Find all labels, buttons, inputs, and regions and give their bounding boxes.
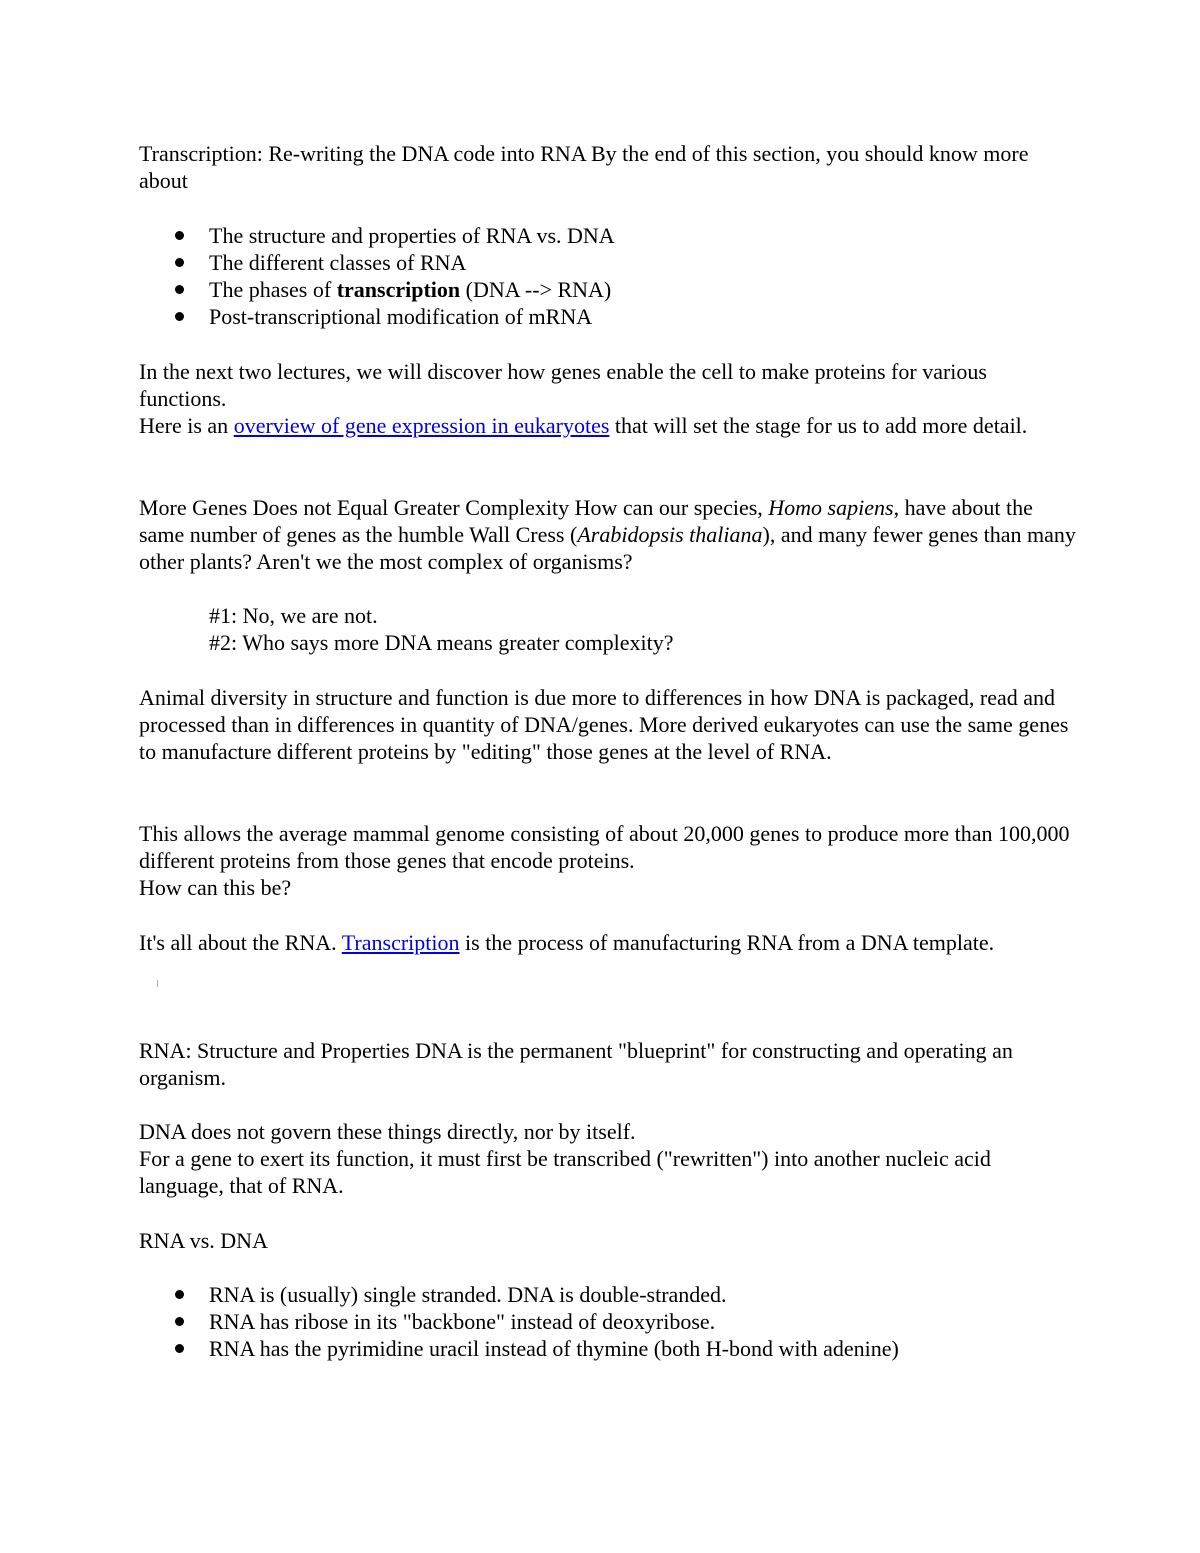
species-name: Homo sapiens	[768, 495, 894, 520]
structure-text: RNA: Structure and Properties DNA is the permanent "blueprint" for constructing and operating an organism.	[139, 1038, 1013, 1090]
list-item-text-before: The phases of	[209, 277, 337, 302]
list-item	[139, 1308, 1079, 1335]
rna-vs-dna-heading	[139, 1227, 1079, 1254]
list-item	[139, 222, 1079, 249]
list-item	[139, 1281, 1079, 1308]
differences-list	[139, 1281, 1079, 1362]
govern-text: DNA does not govern these things directly, nor by itself.	[139, 1119, 636, 1144]
image-placeholder-mark	[157, 980, 158, 987]
next-lectures-text: In the next two lectures, we will discover how genes enable the cell to make proteins for various functions.	[139, 359, 987, 411]
overview-text-after: that will set the stage for us to add more detail.	[609, 413, 1028, 438]
more-genes-text-1: More Genes Does not Equal Greater Complexity How can our species,	[139, 495, 769, 520]
genome-paragraph	[139, 820, 1079, 901]
question-text: How can this be?	[139, 875, 292, 900]
list-item	[139, 249, 1079, 276]
list-item	[139, 276, 1079, 303]
list-item-text-after: (DNA --> RNA)	[460, 277, 612, 302]
list-item	[139, 303, 1079, 330]
more-genes-text-3: ), and many fewer genes than many other plants? Aren't we the most complex of organisms?	[139, 522, 1076, 574]
list-item-text: RNA is (usually) single stranded. DNA is double-stranded.	[209, 1282, 727, 1307]
more-genes-paragraph	[139, 494, 1079, 575]
next-lectures-paragraph	[139, 358, 1079, 439]
bullet-icon	[175, 258, 184, 267]
answers-block	[209, 602, 1079, 656]
animal-diversity-paragraph	[139, 684, 1079, 765]
list-item	[139, 1335, 1079, 1362]
bullet-icon	[175, 1317, 184, 1326]
overview-gene-expression-link[interactable]: overview of gene expression in eukaryotes	[233, 413, 610, 438]
intro-text: Transcription: Re-writing the DNA code into RNA By the end of this section, you should know more about	[139, 141, 1029, 193]
rna-paragraph	[139, 929, 1079, 956]
bullet-icon	[175, 1290, 184, 1299]
heading-text: RNA vs. DNA	[139, 1228, 268, 1253]
transcribe-text: For a gene to exert its function, it must first be transcribed ("rewritten") into another nucleic acid language, that of RNA.	[139, 1146, 991, 1198]
answer-1: #1: No, we are not.	[209, 603, 378, 628]
transcription-link[interactable]: Transcription	[341, 930, 460, 955]
animal-diversity-text: Animal diversity in structure and function is due more to differences in how DNA is packaged, read and processed than in differences in quantity of DNA/genes. More derived eukaryotes can use the same genes to manufacture different proteins by "editing" those genes at the level of RNA.	[139, 685, 1069, 764]
list-item-text: Post-transcriptional modification of mRNA	[209, 304, 593, 329]
genome-text: This allows the average mammal genome consisting of about 20,000 genes to produce more than 100,000 different proteins from those genes that encode proteins.	[139, 821, 1070, 873]
plant-name: Arabidopsis thaliana	[577, 522, 763, 547]
overview-text-before: Here is an	[139, 413, 234, 438]
list-item-bold-term: transcription	[336, 277, 461, 302]
rna-text-before: It's all about the RNA.	[139, 930, 342, 955]
rna-text-after: is the process of manufacturing RNA from a DNA template.	[459, 930, 995, 955]
structure-paragraph	[139, 1037, 1079, 1091]
bullet-icon	[175, 285, 184, 294]
bullet-icon	[175, 312, 184, 321]
intro-paragraph	[139, 140, 1079, 194]
bullet-icon	[175, 1344, 184, 1353]
more-genes-text-2: , have about the same number of genes as the humble Wall Cress (	[139, 495, 1033, 547]
list-item-text: RNA has ribose in its "backbone" instead of deoxyribose.	[209, 1309, 716, 1334]
answer-2: #2: Who says more DNA means greater complexity?	[209, 630, 674, 655]
objectives-list	[139, 222, 1079, 330]
list-item-text: The structure and properties of RNA vs. DNA	[209, 223, 615, 248]
govern-paragraph	[139, 1118, 1079, 1199]
list-item-text: The different classes of RNA	[209, 250, 467, 275]
list-item-text: RNA has the pyrimidine uracil instead of thymine (both H-bond with adenine)	[209, 1336, 899, 1361]
bullet-icon	[175, 231, 184, 240]
